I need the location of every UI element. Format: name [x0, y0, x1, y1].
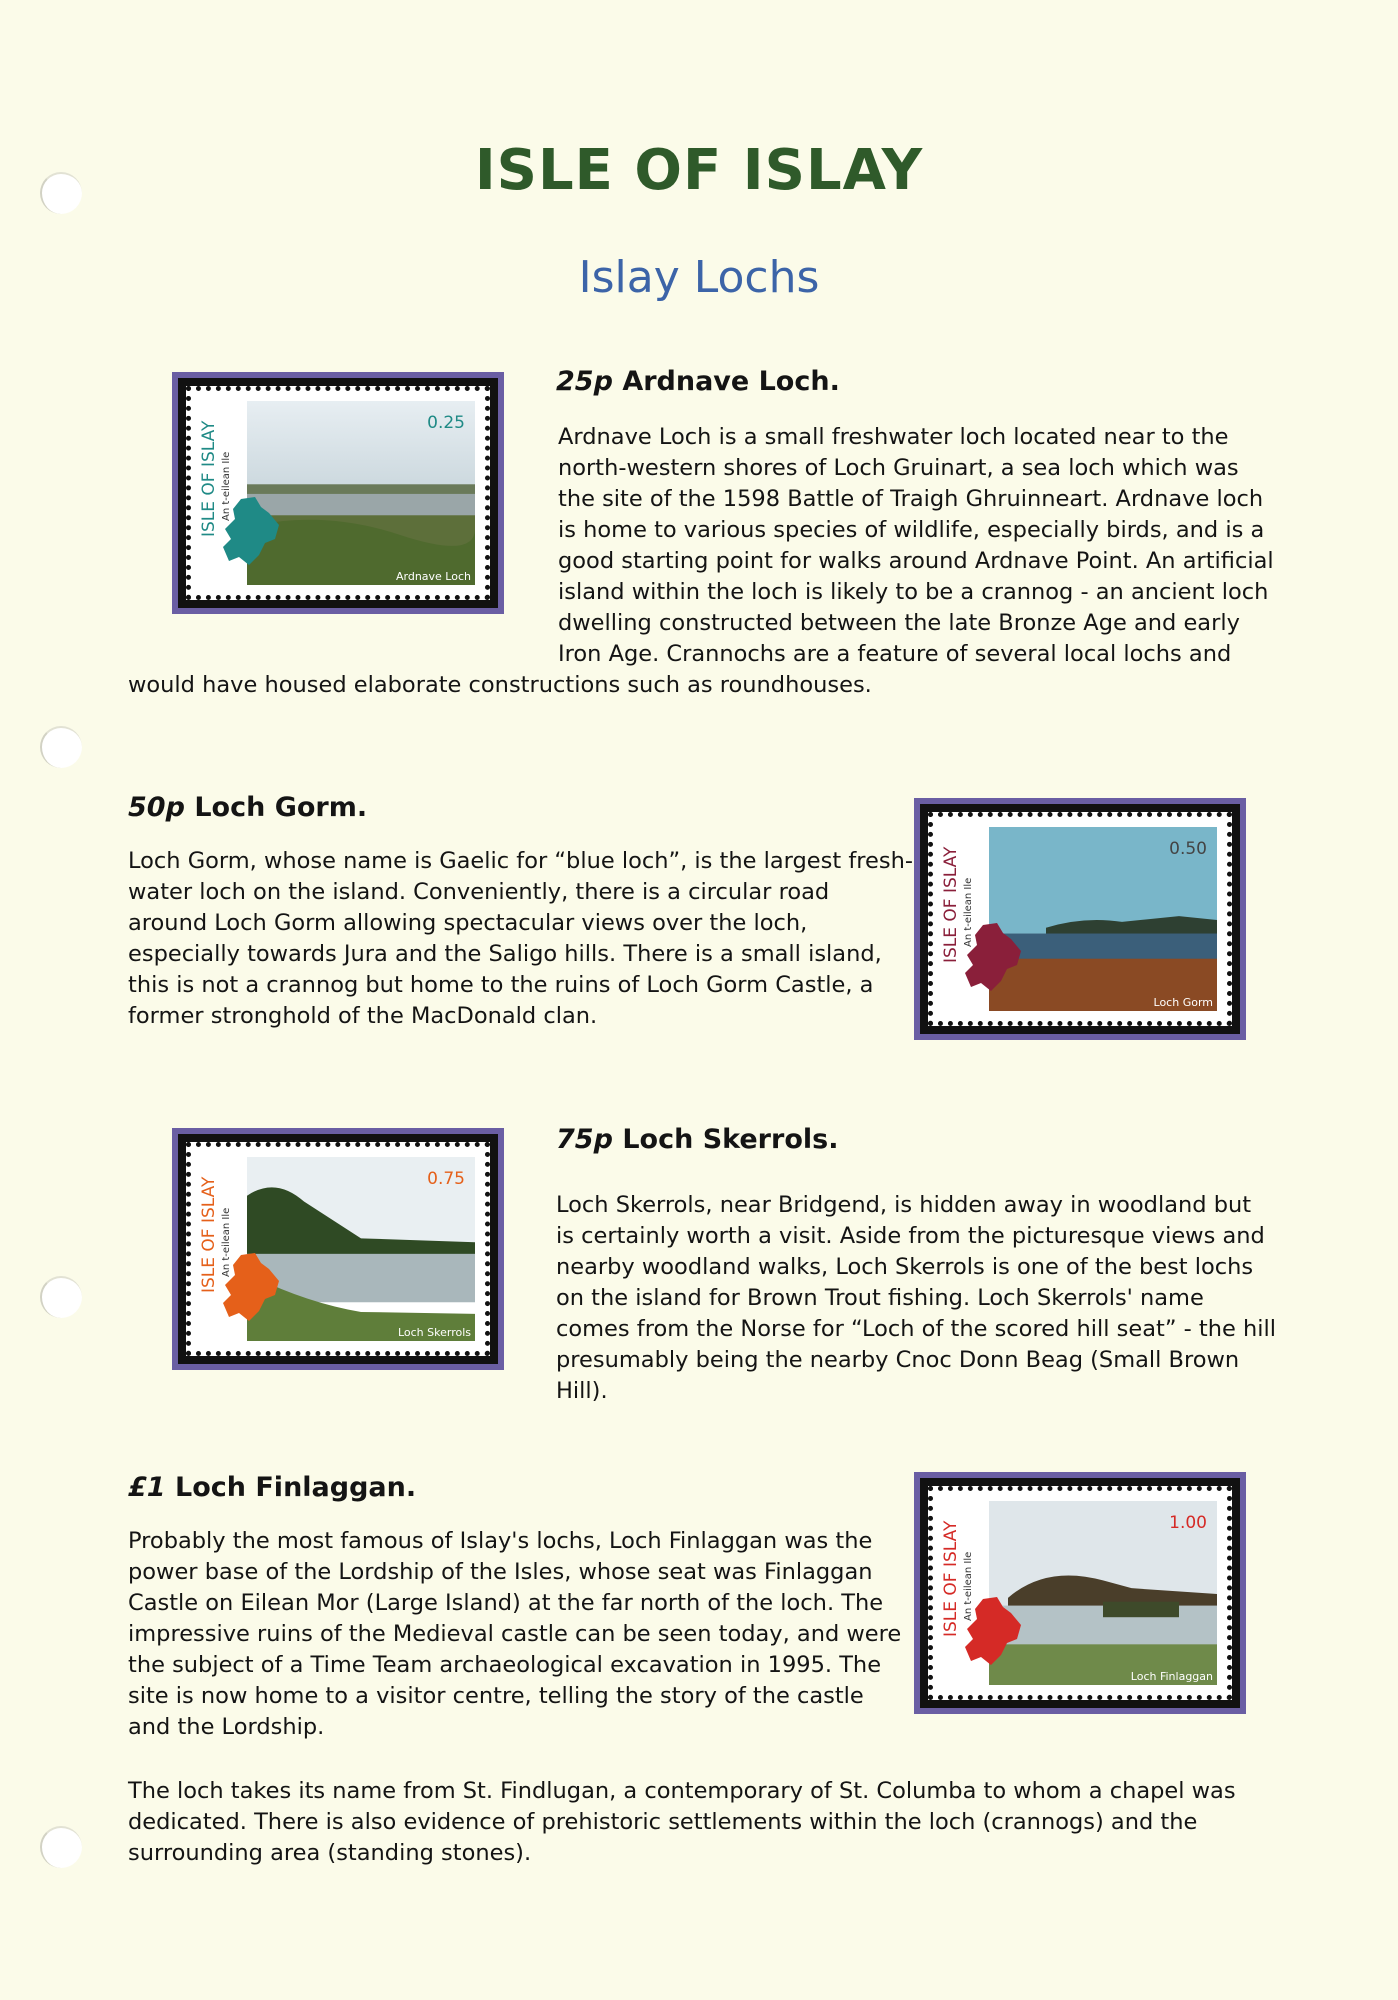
stamp-caption: Loch Finlaggan: [1130, 1670, 1213, 1683]
stamp-caption: Ardnave Loch: [395, 570, 471, 583]
islay-map-icon: [963, 921, 1027, 995]
islay-map-icon: [221, 1251, 285, 1325]
section-text-ardnave: Ardnave Loch is a small freshwater loch located near to the north-western shores of Loch Gruinart, a sea loch which was the site of the 1598 Battle of Traigh Ghruinneart. Ardnave loch is home to various species of wildlife, especially birds, and is a good starting point for walks around Ardnave Point. An artificial island within the loch is likely to be a crannog - an ancient loch dwelling constructed between the late Bronze Age and early Iron Age. Crannochs are a feature of several local lochs and would have housed elaborate constructions such as roundhouses.: [128, 424, 1274, 698]
section-heading: 25p Ardnave Loch.: [556, 366, 840, 397]
stamp-gaelic-label: An t-eilean Ile: [963, 1551, 974, 1621]
section-text-finlaggan-2: The loch takes its name from St. Findlugan, a contemporary of St. Columba to whom a chapel was dedicated. There is also evidence of prehistoric settlements within the loch (crannogs) and the surrounding area (standing stones).: [128, 1778, 1236, 1866]
page-subtitle: Islay Lochs: [578, 252, 820, 303]
stamp-loch-skerrols: [172, 1128, 504, 1370]
stamp-country-label: ISLE OF ISLAY: [199, 420, 219, 537]
stamp-loch-finlaggan: [914, 1472, 1246, 1714]
stamp-loch-gorm: [914, 798, 1246, 1040]
stamp-value: 0.25: [427, 413, 465, 433]
section-heading: 50p Loch Gorm.: [128, 792, 368, 823]
section-text-gorm: Loch Gorm, whose name is Gaelic for “blue loch”, is the largest fresh-water loch on the island. Conveniently, there is a circular road around Loch Gorm allowing spectacular views over the loch, especially towards Jura and the Saligo hills. There is a small island, this is not a crannog but home to the ruins of Loch Gorm Castle, a former stronghold of the MacDonald clan.: [128, 848, 913, 1029]
section-text-skerrols: Loch Skerrols, near Bridgend, is hidden away in woodland but is certainly worth a visit. Aside from the picturesque views and nearby woodland walks, Loch Skerrols is one of the best lochs on the island for Brown Trout fishing. Loch Skerrols' name comes from the Norse for “Loch of the scored hill seat” - the hill presumably being the nearby Cnoc Donn Beag (Small Brown Hill).: [556, 1192, 1276, 1404]
stamp-caption: Loch Skerrols: [397, 1326, 471, 1339]
punch-hole: [40, 1276, 82, 1318]
stamp-country-label: ISLE OF ISLAY: [941, 846, 961, 963]
stamp-country-label: ISLE OF ISLAY: [941, 1520, 961, 1637]
stamp-value: 0.50: [1169, 839, 1207, 859]
islay-map-icon: [963, 1595, 1027, 1669]
stamp-country-label: ISLE OF ISLAY: [199, 1176, 219, 1293]
stamp-value: 0.75: [427, 1169, 465, 1189]
punch-hole: [40, 726, 82, 768]
page-title: ISLE OF ISLAY: [474, 138, 924, 203]
punch-hole: [40, 1826, 82, 1868]
section-text-finlaggan: Probably the most famous of Islay's lochs, Loch Finlaggan was the power base of the Lordship of the Isles, whose seat was Finlaggan Castle on Eilean Mor (Large Island) at the far north of the loch. The impressive ruins of the Medieval castle can be seen today, and were the subject of a Time Team archaeological excavation in 1995. The site is now home to a visitor centre, telling the story of the castle and the Lordship.: [128, 1528, 902, 1740]
stamp-caption: Loch Gorm: [1153, 996, 1213, 1009]
stamp-gaelic-label: An t-eilean Ile: [963, 877, 974, 947]
section-heading: 75p Loch Skerrols.: [556, 1124, 839, 1155]
stamp-gaelic-label: An t-eilean Ile: [221, 1207, 232, 1277]
section-heading: £1 Loch Finlaggan.: [128, 1472, 417, 1503]
stamp-gaelic-label: An t-eilean Ile: [221, 451, 232, 521]
stamp-value: 1.00: [1169, 1513, 1207, 1533]
